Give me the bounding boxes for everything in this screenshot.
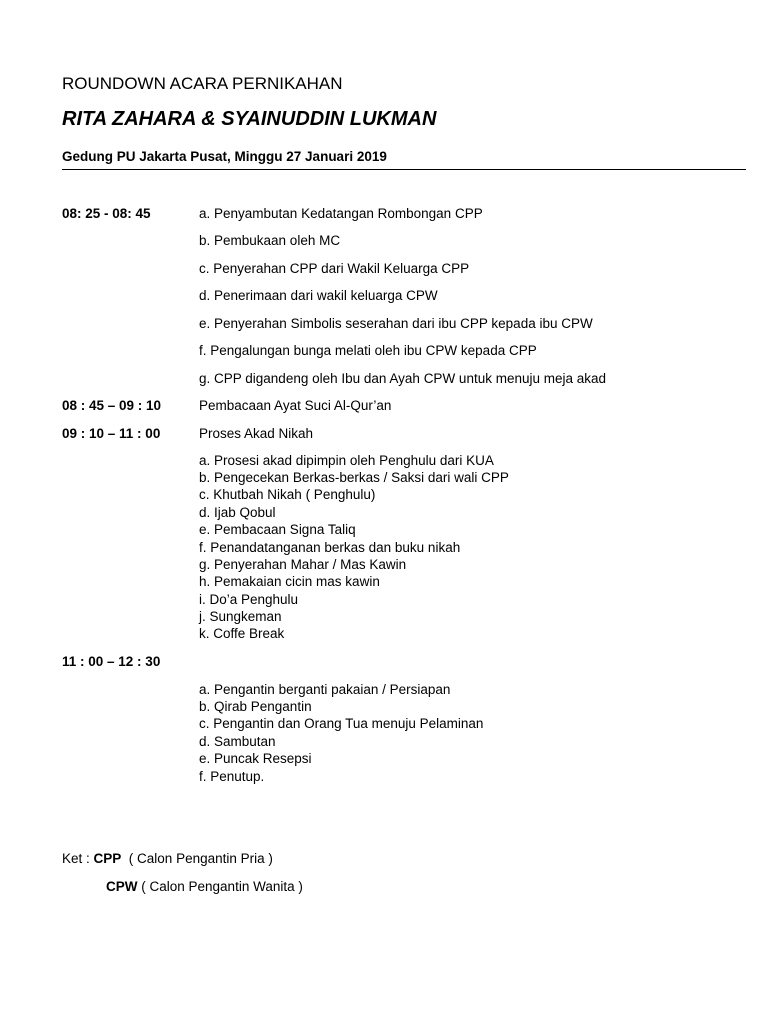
legend-cpw-abbr: CPW — [106, 879, 138, 894]
list-item: i. Do’a Penghulu — [199, 592, 299, 607]
list-item: c. Khutbah Nikah ( Penghulu) — [199, 487, 376, 502]
list-item: e. Pembacaan Signa Taliq — [199, 522, 356, 537]
list-item: g. CPP digandeng oleh Ibu dan Ayah CPW untuk menuju meja akad — [199, 371, 607, 386]
list-item: a. Pengantin berganti pakaian / Persiapan — [199, 682, 451, 697]
legend-cpp-abbr: CPP — [93, 851, 122, 866]
list-item: c. Pengantin dan Orang Tua menuju Pelaminan — [199, 716, 484, 731]
list-item: g. Penyerahan Mahar / Mas Kawin — [199, 557, 407, 572]
list-item: f. Penutup. — [199, 769, 265, 784]
list-item: f. Pengalungan bunga melati oleh ibu CPW kepada CPP — [199, 343, 537, 358]
list-item: b. Pembukaan oleh MC — [199, 233, 341, 248]
legend-label: Ket : — [62, 851, 90, 866]
list-item: a. Penyambutan Kedatangan Rombongan CPP — [199, 206, 483, 221]
legend-cpw — [106, 879, 303, 894]
legend-cpp-desc: ( Calon Pengantin Pria ) — [121, 851, 273, 866]
list-item: d. Ijab Qobul — [199, 505, 276, 520]
list-item: k. Coffe Break — [199, 626, 285, 641]
list-item: a. Prosesi akad dipimpin oleh Penghulu dari KUA — [199, 453, 494, 468]
document-title: ROUNDOWN ACARA PERNIKAHAN — [62, 74, 343, 93]
time-slot-4: 11 : 00 – 12 : 30 — [62, 654, 161, 669]
legend-cpp — [62, 851, 273, 866]
list-item: b. Pengecekan Berkas-berkas / Saksi dari wali CPP — [199, 470, 509, 485]
venue-date: Gedung PU Jakarta Pusat, Minggu 27 Januari 2019 — [62, 149, 387, 164]
list-item: c. Penyerahan CPP dari Wakil Keluarga CPP — [199, 261, 470, 276]
list-item: d. Sambutan — [199, 734, 276, 749]
activity-title: Proses Akad Nikah — [199, 426, 314, 441]
list-item: h. Pemakaian cicin mas kawin — [199, 574, 380, 589]
header-divider — [62, 169, 746, 170]
list-item: d. Penerimaan dari wakil keluarga CPW — [199, 288, 438, 303]
list-item: f. Penandatanganan berkas dan buku nikah — [199, 540, 461, 555]
list-item: j. Sungkeman — [199, 609, 282, 624]
time-slot-2: 08 : 45 – 09 : 10 — [62, 398, 162, 413]
list-item: e. Penyerahan Simbolis seserahan dari ibu CPP kepada ibu CPW — [199, 316, 593, 331]
activity-title: Pembacaan Ayat Suci Al-Qur’an — [199, 398, 392, 413]
couple-names: RITA ZAHARA & SYAINUDDIN LUKMAN — [62, 108, 437, 130]
time-slot-3: 09 : 10 – 11 : 00 — [62, 426, 161, 441]
list-item: e. Puncak Resepsi — [199, 751, 312, 766]
list-item: b. Qirab Pengantin — [199, 699, 312, 714]
time-slot-1: 08: 25 - 08: 45 — [62, 206, 151, 221]
legend-cpw-desc: ( Calon Pengantin Wanita ) — [137, 879, 303, 894]
